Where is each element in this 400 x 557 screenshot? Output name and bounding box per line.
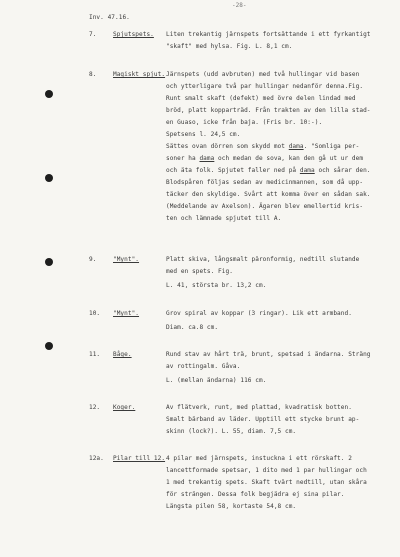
underlined-word: dama [299, 167, 315, 174]
entry-line: 1 med trekantig spets. Skaft tvärt nedtill, utan skåra [166, 479, 367, 486]
entry-line: och ytterligare två par hullingar nedanför denna.Fig. [166, 83, 364, 90]
punch-hole [45, 258, 53, 266]
entry-label: "Mynt". [113, 256, 140, 263]
entry-label: Koger. [113, 404, 136, 411]
entry-line: Smalt bärband av läder. Upptill ett stycke brunt ap- [166, 416, 360, 423]
entry-line: Liten trekantig järnspets fortsättande i ett fyrkantigt [166, 31, 371, 38]
entry-line: L. 41, största br. 13,2 cm. [166, 282, 267, 289]
entry-line: Spetsens l. 24,5 cm. [166, 131, 241, 138]
entry-line: Platt skiva, långsmalt päronformig, nedtill slutande [166, 256, 360, 263]
entry-line: lancettformade spetsar, 1 dito med 1 par hullingar och [166, 467, 367, 474]
entry-number: 12. [89, 404, 101, 411]
underlined-word: dama [288, 143, 304, 150]
entry-line: täcker den skyldige. Svårt att komma över en sådan sak. [166, 191, 371, 198]
entry-line: bröd, platt kopparträd. Från trakten av den lilla stad- [166, 107, 371, 114]
punch-hole [45, 174, 53, 182]
entry-label: Magiskt spjut. [113, 71, 166, 78]
entry-label: Båge. [113, 351, 132, 358]
inventory-number: Inv. 47.16. [89, 14, 130, 21]
entry-line: Blodspåren följas sedan av medicinmannen, som då upp- [166, 179, 364, 186]
entry-line: ten och lämnade spjutet till A. [166, 215, 282, 222]
punch-hole [45, 342, 53, 350]
entry-number: 9. [89, 256, 97, 263]
page-number: -28- [232, 2, 247, 9]
entry-line: Av flätverk, runt, med plattad, kvadratisk botten. [166, 404, 352, 411]
entry-line: 4 pilar med järnspets, instuckna i ett rörskaft. 2 [166, 455, 352, 462]
entry-label: Pilar till 12. [113, 455, 166, 462]
punch-hole [45, 90, 53, 98]
entry-label: "Mynt". [113, 310, 140, 317]
entry-number: 7. [89, 31, 97, 38]
entry-line: skinn (lock?). L. 55, diam. 7,5 cm. [166, 428, 297, 435]
entry-line: en Guaso, icke från baja. (Fris br. 10:-). [166, 119, 323, 126]
entry-line: Sättes ovan dörren som skydd mot dama. "Somliga per- [166, 143, 360, 150]
entry-line: "skaft" med hylsa. Fig. L. 8,1 cm. [166, 43, 293, 50]
entry-number: 11. [89, 351, 101, 358]
entry-line: för strängen. Dessa folk begjädra ej sina pilar. [166, 491, 345, 498]
underlined-word: dama [199, 155, 215, 162]
entry-line: Grov spiral av koppar (3 ringar). Lik ett armband. [166, 310, 352, 317]
entry-line: Längsta pilen 58, kortaste 54,8 cm. [166, 503, 297, 510]
entry-line: Diam. ca.8 cm. [166, 324, 219, 331]
entry-label: Spjutspets. [113, 31, 154, 38]
entry-line: och äta folk. Spjutet faller ned på dama och sårar den. [166, 167, 371, 174]
entry-line: L. (mellan ändarna) 116 cm. [166, 377, 267, 384]
entry-line: av rottingalm. Gåva. [166, 363, 241, 370]
entry-line: med en spets. Fig. [166, 268, 233, 275]
entry-number: 10. [89, 310, 101, 317]
entry-line: (Meddelande av Axelson). Ägaren blev emellertid kris- [166, 203, 364, 210]
entry-line: Rund stav av hårt trä, brunt, spetsad i ändarna. Sträng [166, 351, 371, 358]
entry-line: Runt smalt skaft (defekt) med övre delen lindad med [166, 95, 356, 102]
entry-line: soner ha dama och medan de sova, kan den gå ut ur dem [166, 155, 364, 162]
entry-number: 12a. [89, 455, 104, 462]
entry-line: Järnspets (udd avbruten) med två hullingar vid basen [166, 71, 360, 78]
entry-number: 8. [89, 71, 97, 78]
